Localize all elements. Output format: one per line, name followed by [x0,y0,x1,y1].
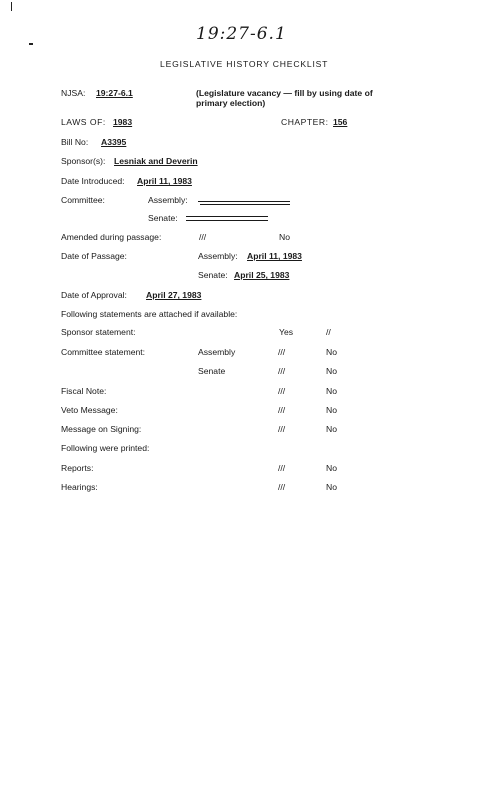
printed-intro: Following were printed: [61,443,150,453]
date-introduced-label: Date Introduced: [61,176,125,186]
sponsor-statement-mark: // [326,327,331,337]
committee-label: Committee: [61,195,105,205]
approval-label: Date of Approval: [61,290,127,300]
message-on-signing-no: No [326,424,337,434]
passage-senate-label: Senate: [198,270,228,280]
committee-assembly-line-2 [200,204,290,205]
passage-assembly-date: April 11, 1983 [247,251,302,261]
laws-of-label: LAWS OF: [61,117,106,127]
passage-label: Date of Passage: [61,251,127,261]
reports-label: Reports: [61,463,94,473]
message-on-signing-label: Message on Signing: [61,424,142,434]
committee-assembly-label: Assembly: [148,195,188,205]
njsa-note-line2: primary election) [196,98,266,108]
fiscal-note-no: No [326,386,337,396]
date-introduced-value: April 11, 1983 [137,176,192,186]
scan-mark-top [11,2,12,11]
approval-value: April 27, 1983 [146,290,202,300]
njsa-value: 19:27-6.1 [96,88,133,98]
committee-assembly-line [198,201,290,202]
committee-senate-line [186,216,268,217]
committee-senate-line-2 [186,220,268,221]
bill-no-value: A3395 [101,137,127,147]
message-on-signing-mark: /// [278,424,286,434]
sponsors-label: Sponsor(s): [61,156,106,166]
scan-mark-left [29,43,33,45]
committee-statement-senate-mark: /// [278,366,286,376]
amended-no: No [279,232,290,242]
passage-senate-date: April 25, 1983 [234,270,290,280]
hearings-label: Hearings: [61,482,98,492]
attached-intro: Following statements are attached if available: [61,309,238,319]
njsa-label: NJSA: [61,88,86,98]
hearings-no: No [326,482,337,492]
page-title: LEGISLATIVE HISTORY CHECKLIST [160,59,329,69]
amended-mark: /// [199,232,207,242]
fiscal-note-label: Fiscal Note: [61,386,107,396]
committee-statement-senate: Senate [198,366,226,376]
veto-message-label: Veto Message: [61,405,118,415]
fiscal-note-mark: /// [278,386,286,396]
bill-no-label: Bill No: [61,137,89,147]
njsa-note-line1: (Legislature vacancy — fill by using date of [196,88,373,98]
veto-message-mark: /// [278,405,286,415]
committee-statement-senate-no: No [326,366,337,376]
committee-statement-assembly: Assembly [198,347,236,357]
veto-message-no: No [326,405,337,415]
committee-senate-label: Senate: [148,213,178,223]
passage-assembly-label: Assembly: [198,251,238,261]
amended-label: Amended during passage: [61,232,162,242]
committee-statement-assembly-no: No [326,347,337,357]
sponsors-value: Lesniak and Deverin [114,156,198,166]
reports-no: No [326,463,337,473]
sponsor-statement-yes: Yes [279,327,294,337]
chapter-label: CHAPTER: [281,117,329,127]
chapter-value: 156 [333,117,348,127]
reports-mark: /// [278,463,286,473]
handwritten-number: 19:27-6.1 [196,24,287,44]
laws-of-value: 1983 [113,117,133,127]
hearings-mark: /// [278,482,286,492]
sponsor-statement-label: Sponsor statement: [61,327,136,337]
committee-statement-label: Committee statement: [61,347,146,357]
committee-statement-assembly-mark: /// [278,347,286,357]
